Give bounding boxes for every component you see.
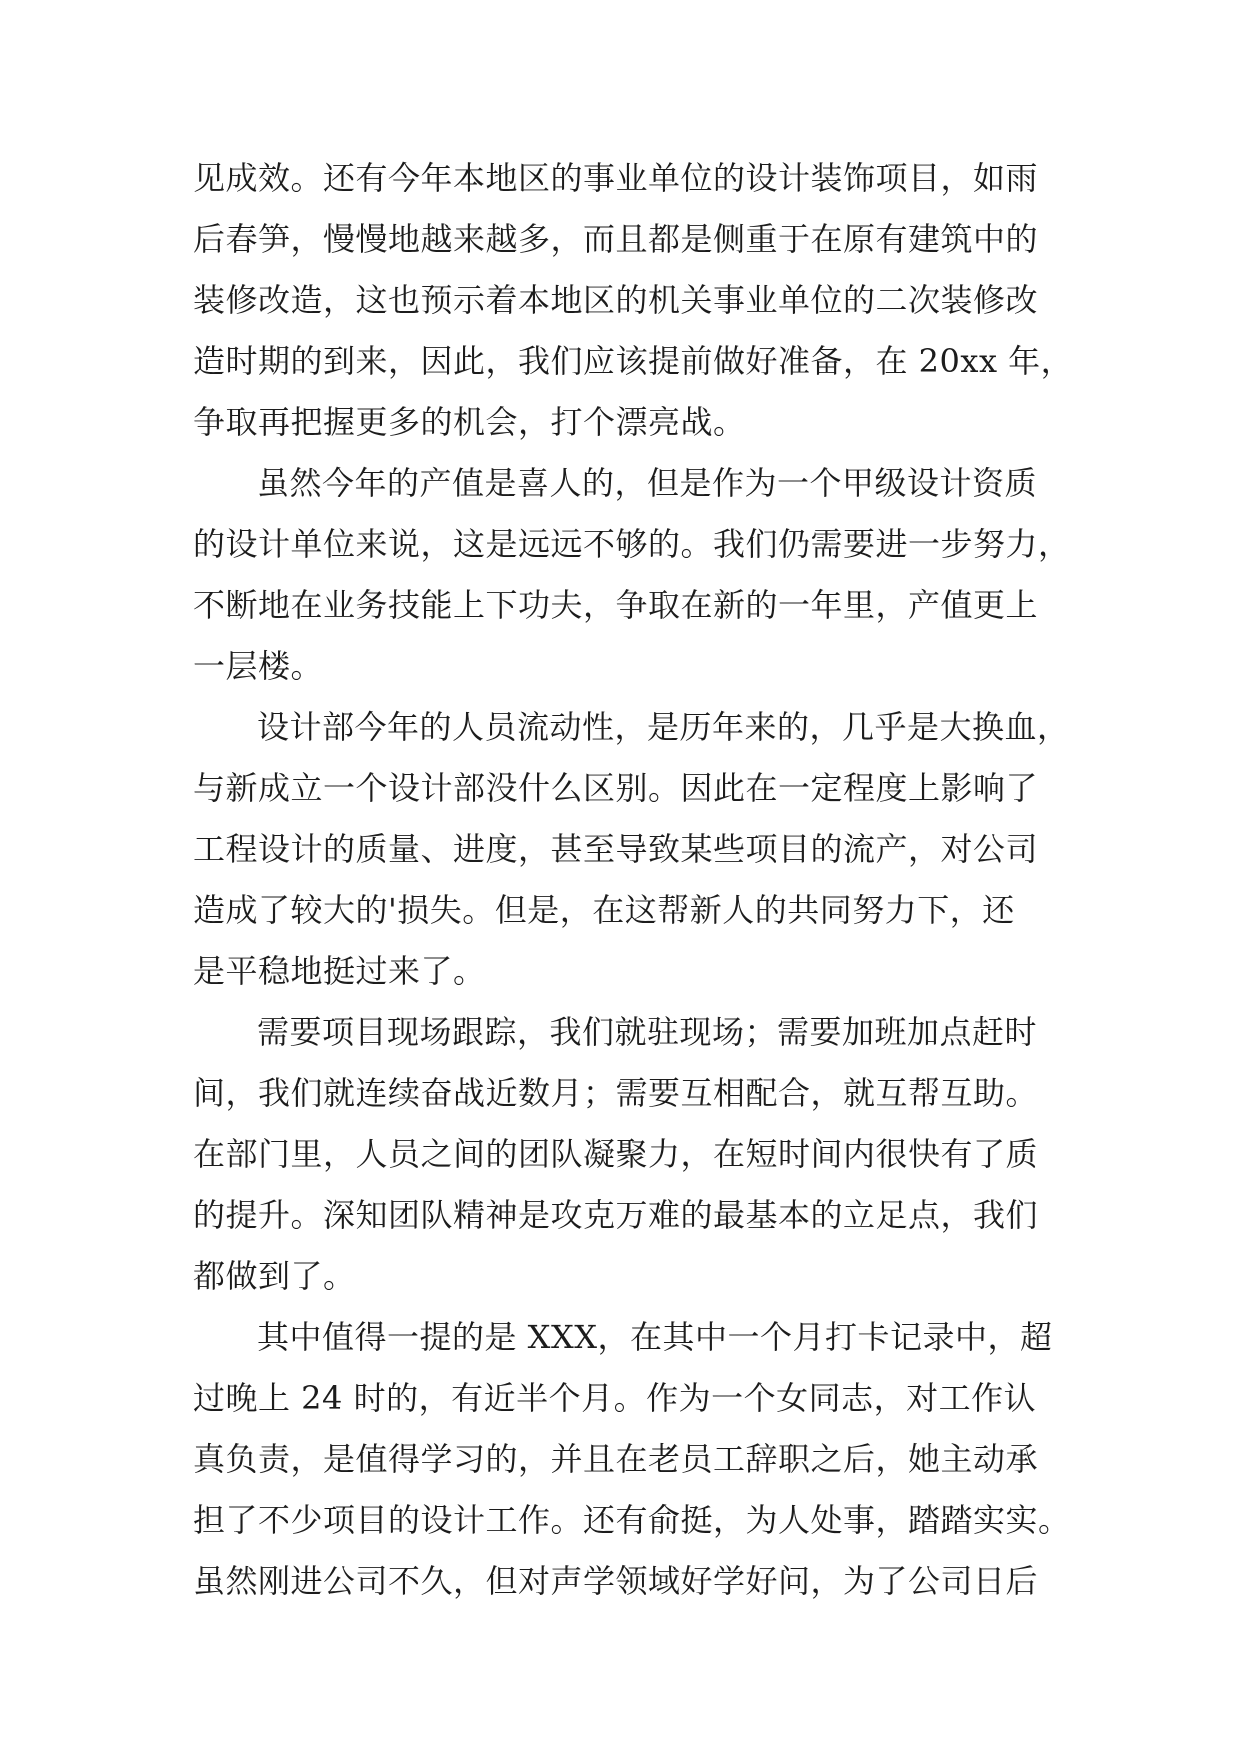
text-line: 见成效。还有今年本地区的事业单位的设计装饰项目，如雨 bbox=[193, 159, 1039, 197]
document-body bbox=[193, 148, 1073, 1612]
text-line: 在部门里，人员之间的团队凝聚力，在短时间内很快有了质 bbox=[193, 1135, 1039, 1173]
paragraph-first-line: 虽然今年的产值是喜人的，但是作为一个甲级设计资质 bbox=[257, 464, 1038, 502]
text-line: 虽然刚进公司不久，但对声学领域好学好问，为了公司日后 bbox=[193, 1562, 1039, 1600]
text-line: 都做到了。 bbox=[193, 1257, 356, 1295]
text-line: 真负责，是值得学习的，并且在老员工辞职之后，她主动承 bbox=[193, 1440, 1039, 1478]
paragraph-first-line: 设计部今年的人员流动性，是历年来的，几乎是大换血， bbox=[257, 708, 1070, 746]
text-line: 装修改造，这也预示着本地区的机关事业单位的二次装修改 bbox=[193, 281, 1039, 319]
text-line: 后春笋，慢慢地越来越多，而且都是侧重于在原有建筑中的 bbox=[193, 220, 1039, 258]
text-line: 的设计单位来说，这是远远不够的。我们仍需要进一步努力， bbox=[193, 525, 1071, 563]
text-line: 是平稳地挺过来了。 bbox=[193, 952, 486, 990]
text-line: 担了不少项目的设计工作。还有俞挺，为人处事，踏踏实实。 bbox=[193, 1501, 1071, 1539]
text-line: 工程设计的质量、进度，甚至导致某些项目的流产，对公司 bbox=[193, 830, 1039, 868]
text-line: 造成了较大的'损失。但是，在这帮新人的共同努力下，还 bbox=[193, 891, 1015, 929]
text-line: 造时期的到来，因此，我们应该提前做好准备，在 20xx 年， bbox=[193, 342, 1074, 380]
paragraph-first-line: 需要项目现场跟踪，我们就驻现场；需要加班加点赶时 bbox=[257, 1013, 1038, 1051]
paragraph-first-line: 其中值得一提的是 XXX，在其中一个月打卡记录中，超 bbox=[257, 1318, 1053, 1356]
text-line: 间，我们就连续奋战近数月；需要互相配合，就互帮互助。 bbox=[193, 1074, 1039, 1112]
text-line: 一层楼。 bbox=[193, 647, 324, 685]
text-line: 不断地在业务技能上下功夫，争取在新的一年里，产值更上 bbox=[193, 586, 1039, 624]
text-line: 争取再把握更多的机会，打个漂亮战。 bbox=[193, 403, 746, 441]
text-line: 与新成立一个设计部没什么区别。因此在一定程度上影响了 bbox=[193, 769, 1039, 807]
text-line: 的提升。深知团队精神是攻克万难的最基本的立足点，我们 bbox=[193, 1196, 1039, 1234]
text-line: 过晚上 24 时的，有近半个月。作为一个女同志，对工作认 bbox=[193, 1379, 1037, 1417]
